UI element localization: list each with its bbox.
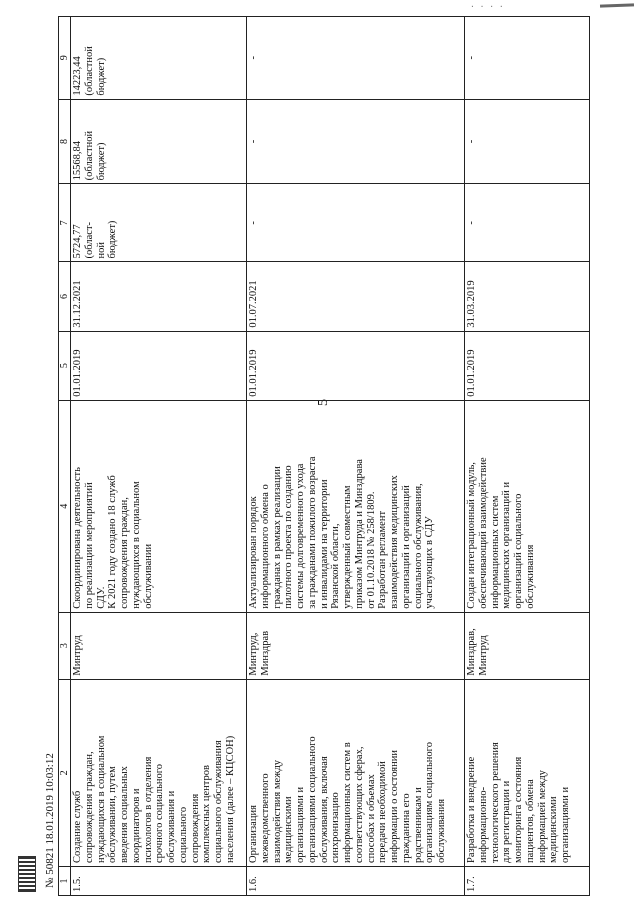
executor-cell: Минтруд, Минздрав xyxy=(247,612,465,679)
table-header-row xyxy=(59,17,71,896)
end-date-cell: 31.03.2019 xyxy=(465,262,590,331)
header-cell: 8 xyxy=(59,99,71,184)
measure-cell: Разработка и внедрение информационно- технологического решения для регистрации и мониторинга состояния пациентов, обмена информацией между медицинскими организациями и xyxy=(465,679,590,866)
funding-year-cell: - xyxy=(465,184,590,262)
header-cell: 9 xyxy=(59,17,71,100)
executor-cell: Минтруд xyxy=(71,612,247,679)
header-cell: 1 xyxy=(59,867,71,896)
funding-year-cell: - xyxy=(465,99,590,184)
funding-year-cell: 15568,84 (областной бюджет) xyxy=(71,99,247,184)
row-number: 1.5. xyxy=(71,867,247,896)
funding-year-cell: - xyxy=(247,99,465,184)
result-cell: Актуализирован порядок информационного обмена о гражданах в рамках реализации пилотного проекта по созданию системы долговременного ухода за гражданами пожилого возраста и инвалидами на территории Рязанской области, утвержденный совместным приказом Минтруда и Минздрава от 01.10.2018 № 258/1809. Разработан регламент взаимодействия медицинских организаций и организаций социального обслуживания, участвующих в СДУ xyxy=(247,400,465,612)
result-cell: Скоординирована деятельность по реализации мероприятий СДУ. К 2021 году создано 18 служб сопровождения граждан, нуждающихся в социальном обслуживании xyxy=(71,400,247,612)
measure-cell: Создание служб сопровождения граждан, нуждающихся в социальном обслуживании, путем введения социальных координаторов и психологов в отделения срочного социального обслуживания и социального сопровождения комплексных центров социального обслуживания населения (далее – КЦСОН) xyxy=(71,679,247,866)
header-cell: 2 xyxy=(59,679,71,866)
row-number: 1.6. xyxy=(247,867,465,896)
start-date-cell: 01.01.2019 xyxy=(247,331,465,400)
executor-cell: Минздрав, Минтруд xyxy=(465,612,590,679)
funding-year-cell: 14223,44 (областной бюджет) xyxy=(71,17,247,100)
plan-table-rotated xyxy=(58,16,590,896)
end-date-cell: 01.07.2021 xyxy=(247,262,465,331)
plan-table xyxy=(58,16,590,896)
header-cell: 6 xyxy=(59,262,71,331)
barcode-icon xyxy=(18,856,36,892)
table-row xyxy=(71,17,247,896)
start-date-cell: 01.01.2019 xyxy=(465,331,590,400)
scan-edge-mark xyxy=(600,3,634,7)
result-cell: Создан интеграционный модуль, обеспечивающий взаимодействие информационных систем медицинских организаций и организаций социального обслуживания xyxy=(465,400,590,612)
header-cell: 3 xyxy=(59,612,71,679)
funding-year-cell: - xyxy=(465,17,590,100)
header-cell: 4 xyxy=(59,400,71,612)
header-cell: 5 xyxy=(59,331,71,400)
scan-artifacts: · · · · xyxy=(470,2,504,11)
funding-year-cell: - xyxy=(247,17,465,100)
start-date-cell: 01.01.2019 xyxy=(71,331,247,400)
header-cell: 7 xyxy=(59,184,71,262)
page-number: 5 xyxy=(316,399,331,406)
table-row xyxy=(465,17,590,896)
measure-cell: Организация межведомственного взаимодействия между медицинскими организациями и организациями социального обслуживания, включая синхронизацию информационных систем в соответствующих сферах, способах и объемах передачи необходимой информации о состоянии гражданина его родственникам и организациям социального обслуживания xyxy=(247,679,465,866)
end-date-cell: 31.12.2021 xyxy=(71,262,247,331)
funding-year-cell: 5724,77 (област- ной бюджет) xyxy=(71,184,247,262)
registration-stamp: № 50821 18.01.2019 10:03:12 xyxy=(44,753,56,888)
row-number: 1.7. xyxy=(465,867,590,896)
funding-year-cell: - xyxy=(247,184,465,262)
table-row xyxy=(247,17,465,896)
